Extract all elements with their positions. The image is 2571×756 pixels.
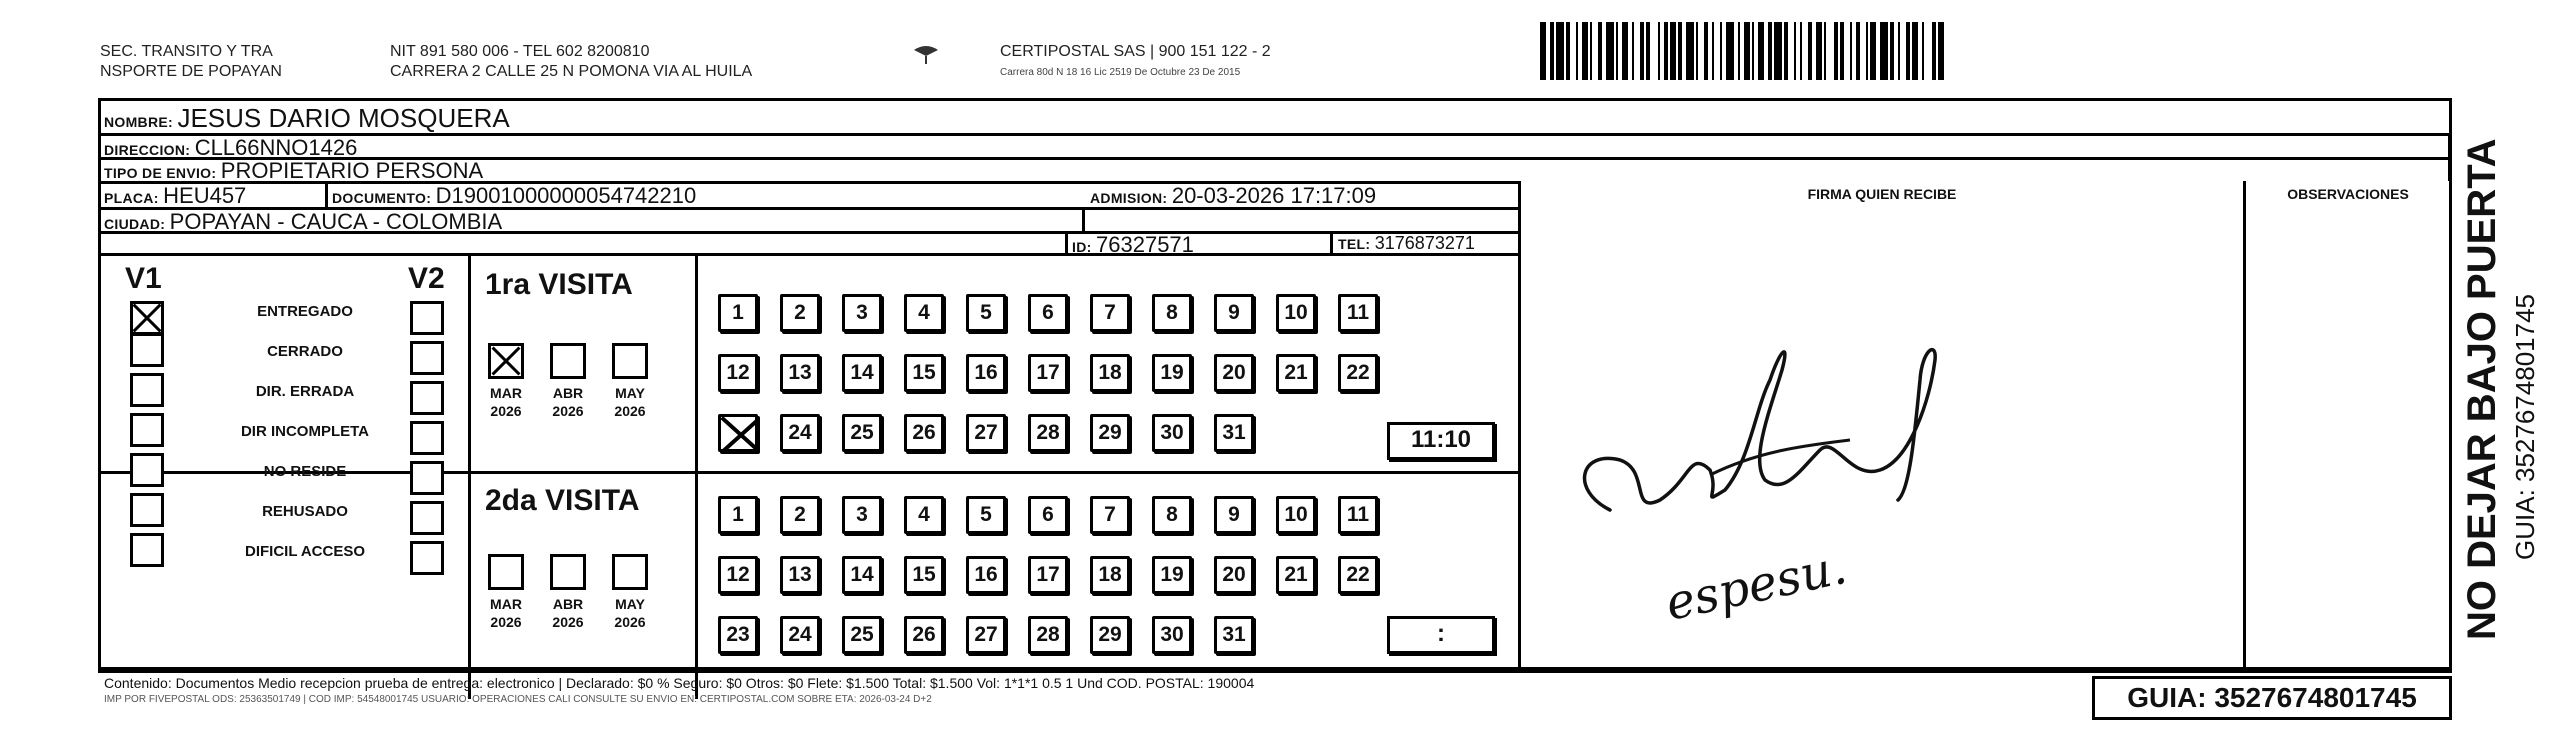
day-box-3[interactable]: 3 (842, 496, 882, 534)
v2-title: V2 (408, 262, 445, 295)
day-box-4[interactable]: 4 (904, 294, 944, 332)
v1-status-checkbox[interactable] (130, 533, 164, 567)
nombre-value: JESUS DARIO MOSQUERA (177, 103, 510, 133)
placa-row (104, 183, 246, 209)
carrier-name: CERTIPOSTAL SAS | 900 151 122 - 2 (1000, 43, 1271, 60)
day-box-25[interactable]: 25 (842, 616, 882, 654)
day-box-16[interactable]: 16 (966, 556, 1006, 594)
day-box-30[interactable]: 30 (1152, 616, 1192, 654)
divider (325, 181, 328, 207)
year-label: 2026 (490, 614, 522, 630)
day-box-8[interactable]: 8 (1152, 294, 1192, 332)
divider (98, 253, 1518, 256)
month-checkbox-abr[interactable] (550, 554, 586, 590)
ciudad-value: POPAYAN - CAUCA - COLOMBIA (169, 209, 503, 234)
placa-value: HEU457 (163, 183, 247, 208)
id-row (1072, 232, 1194, 258)
v1-status-checkbox[interactable] (130, 301, 164, 335)
year-label: 2026 (552, 403, 584, 419)
day-box-12[interactable]: 12 (718, 354, 758, 392)
day-box-8[interactable]: 8 (1152, 496, 1192, 534)
month-checkbox-mar[interactable] (488, 343, 524, 379)
signature-text: espesu. (1660, 538, 1852, 632)
footer-line-1: Contenido: Documentos Medio recepcion prueba de entrega: electronico | Declarado: $0 % Seguro: $0 Otros: $0 Flete: $1.500 Total: $1.500 Vol: 1*1*1 0.5 1 Und COD. POSTAL: 190004 (104, 675, 1255, 691)
admision-value: 20-03-2026 17:17:09 (1171, 183, 1377, 208)
tipo-envio-value: PROPIETARIO PERSONA (220, 158, 484, 183)
admision-label: ADMISION: (1090, 190, 1168, 206)
day-box-22[interactable]: 22 (1338, 556, 1378, 594)
day-box-29[interactable]: 29 (1090, 414, 1130, 452)
side-guia: GUIA: 3527674801745 (2510, 294, 2540, 560)
day-box-31[interactable]: 31 (1214, 414, 1254, 452)
nombre-row (104, 103, 510, 133)
barcode-image (1540, 22, 2040, 80)
day-box-12[interactable]: 12 (718, 556, 758, 594)
day-box-10[interactable]: 10 (1276, 496, 1316, 534)
day-box-18[interactable]: 18 (1090, 354, 1130, 392)
day-box-13[interactable]: 13 (780, 354, 820, 392)
month-checkbox-may[interactable] (612, 343, 648, 379)
signature-image (1550, 300, 2050, 660)
nombre-label: NOMBRE: (104, 114, 173, 130)
divider (98, 133, 2452, 136)
v2-status-checkbox[interactable] (410, 461, 444, 495)
footer-guia: GUIA: 3527674801745 (2092, 676, 2452, 720)
day-box-28[interactable]: 28 (1028, 616, 1068, 654)
divider (2243, 181, 2246, 670)
placa-label: PLACA: (104, 190, 159, 206)
tel-value: 3176873271 (1374, 233, 1475, 253)
v1-status-checkbox[interactable] (130, 493, 164, 527)
visit1-title: 1ra VISITA (485, 268, 633, 301)
v1-title: V1 (125, 262, 162, 295)
day-box-28[interactable]: 28 (1028, 414, 1068, 452)
footer-line-2: IMP POR FIVEPOSTAL ODS: 25363501749 | COD IMP: 54548001745 USUARIO: OPERACIONES CALI CONSULTE SU ENVIO EN: CERTIPOSTAL.COM SOBRE ETA: 2026-03-24 D+2 (104, 694, 932, 705)
tipo-envio-label: TIPO DE ENVIO: (104, 165, 217, 181)
day-box-30[interactable]: 30 (1152, 414, 1192, 452)
day-box-21[interactable]: 21 (1276, 354, 1316, 392)
day-box-15[interactable]: 15 (904, 354, 944, 392)
day-box-20[interactable]: 20 (1214, 556, 1254, 594)
divider (468, 253, 471, 699)
day-box-20[interactable]: 20 (1214, 354, 1254, 392)
year-label: 2026 (614, 614, 646, 630)
v2-status-checkbox[interactable] (410, 381, 444, 415)
documento-value: D19001000000054742210 (435, 183, 697, 208)
day-box-15[interactable]: 15 (904, 556, 944, 594)
month-checkbox-mar[interactable] (488, 554, 524, 590)
day-box-22[interactable]: 22 (1338, 354, 1378, 392)
day-box-17[interactable]: 17 (1028, 556, 1068, 594)
visit2-hour[interactable]: : (1387, 616, 1495, 654)
tel-row (1338, 233, 1475, 254)
observaciones-header: OBSERVACIONES (2287, 186, 2409, 202)
day-box-1[interactable]: 1 (718, 294, 758, 332)
id-value: 76327571 (1096, 232, 1194, 257)
day-box-9[interactable]: 9 (1214, 294, 1254, 332)
day-box-13[interactable]: 13 (780, 556, 820, 594)
day-box-14[interactable]: 14 (842, 556, 882, 594)
v2-status-checkbox[interactable] (410, 541, 444, 575)
v1-status-checkbox[interactable] (130, 333, 164, 367)
day-box-27[interactable]: 27 (966, 616, 1006, 654)
day-box-17[interactable]: 17 (1028, 354, 1068, 392)
issuer-nit: NIT 891 580 006 - TEL 602 8200810 (390, 43, 650, 60)
status-label: NO RESIDE (263, 463, 347, 480)
tel-label: TEL: (1338, 236, 1371, 252)
documento-row (332, 183, 696, 209)
day-box-24[interactable]: 24 (780, 414, 820, 452)
v1-status-checkbox[interactable] (130, 453, 164, 487)
divider (695, 253, 698, 699)
day-box-11[interactable]: 11 (1338, 294, 1378, 332)
day-box-7[interactable]: 7 (1090, 294, 1130, 332)
month-label: MAY (615, 385, 645, 401)
v2-status-checkbox[interactable] (410, 421, 444, 455)
day-box-6[interactable]: 6 (1028, 496, 1068, 534)
month-label: MAY (615, 596, 645, 612)
divider (98, 670, 2452, 673)
day-box-24[interactable]: 24 (780, 616, 820, 654)
divider (1065, 231, 1068, 253)
issuer-line-1: SEC. TRANSITO Y TRA (100, 43, 273, 60)
day-box-18[interactable]: 18 (1090, 556, 1130, 594)
day-box-19[interactable]: 19 (1152, 354, 1192, 392)
year-label: 2026 (552, 614, 584, 630)
day-box-26[interactable]: 26 (904, 616, 944, 654)
admision-row (1090, 183, 1376, 209)
day-box-1[interactable]: 1 (718, 496, 758, 534)
status-label: REHUSADO (262, 503, 348, 520)
day-box-6[interactable]: 6 (1028, 294, 1068, 332)
day-box-21[interactable]: 21 (1276, 556, 1316, 594)
divider (1082, 207, 1085, 231)
year-label: 2026 (614, 403, 646, 419)
day-box-29[interactable]: 29 (1090, 616, 1130, 654)
day-box-26[interactable]: 26 (904, 414, 944, 452)
documento-label: DOCUMENTO: (332, 190, 432, 206)
v2-status-checkbox[interactable] (410, 301, 444, 335)
day-box-27[interactable]: 27 (966, 414, 1006, 452)
issuer-line-2: NSPORTE DE POPAYAN (100, 63, 282, 80)
id-label: ID: (1072, 239, 1092, 255)
visit2-title: 2da VISITA (485, 484, 640, 517)
divider (1330, 231, 1333, 253)
month-label: ABR (552, 385, 584, 401)
carrier-license: Carrera 80d N 18 16 Lic 2519 De Octubre 23 De 2015 (1000, 67, 1241, 78)
side-warning: NO DEJAR BAJO PUERTA (2460, 138, 2504, 640)
day-box-31[interactable]: 31 (1214, 616, 1254, 654)
day-box-10[interactable]: 10 (1276, 294, 1316, 332)
month-label: MAR (490, 385, 522, 401)
carrier-logo-icon (906, 40, 946, 70)
day-box-9[interactable]: 9 (1214, 496, 1254, 534)
tipo-envio-row (104, 158, 483, 184)
firma-header: FIRMA QUIEN RECIBE (1807, 186, 1957, 202)
day-box-25[interactable]: 25 (842, 414, 882, 452)
divider (2448, 133, 2451, 181)
day-box-5[interactable]: 5 (966, 496, 1006, 534)
status-label: DIR. ERRADA (255, 383, 355, 400)
day-box-16[interactable]: 16 (966, 354, 1006, 392)
visit1-hour[interactable]: 11:10 (1387, 422, 1495, 460)
day-box-5[interactable]: 5 (966, 294, 1006, 332)
direccion-label: DIRECCION: (104, 142, 191, 158)
ciudad-row (104, 209, 502, 235)
month-checkbox-may[interactable] (612, 554, 648, 590)
day-box-2[interactable]: 2 (780, 294, 820, 332)
v2-status-checkbox[interactable] (410, 341, 444, 375)
ciudad-label: CIUDAD: (104, 216, 166, 232)
status-label: DIFICIL ACCESO (244, 543, 365, 560)
status-label: CERRADO (267, 343, 343, 360)
day-box-7[interactable]: 7 (1090, 496, 1130, 534)
day-box-23[interactable] (718, 414, 758, 452)
day-box-2[interactable]: 2 (780, 496, 820, 534)
day-box-3[interactable]: 3 (842, 294, 882, 332)
divider (1518, 181, 1521, 670)
day-box-14[interactable]: 14 (842, 354, 882, 392)
status-label: ENTREGADO (257, 303, 353, 320)
month-label: MAR (490, 596, 522, 612)
divider (468, 471, 1518, 474)
day-box-23[interactable]: 23 (718, 616, 758, 654)
month-checkbox-abr[interactable] (550, 343, 586, 379)
day-box-11[interactable]: 11 (1338, 496, 1378, 534)
status-label: DIR INCOMPLETA (240, 423, 370, 440)
v1-status-checkbox[interactable] (130, 373, 164, 407)
month-label: ABR (552, 596, 584, 612)
day-box-19[interactable]: 19 (1152, 556, 1192, 594)
year-label: 2026 (490, 403, 522, 419)
issuer-address: CARRERA 2 CALLE 25 N POMONA VIA AL HUILA (390, 63, 753, 80)
day-box-4[interactable]: 4 (904, 496, 944, 534)
v1-status-checkbox[interactable] (130, 413, 164, 447)
v2-status-checkbox[interactable] (410, 501, 444, 535)
direccion-value: CLL66NNO1426 (194, 135, 358, 160)
